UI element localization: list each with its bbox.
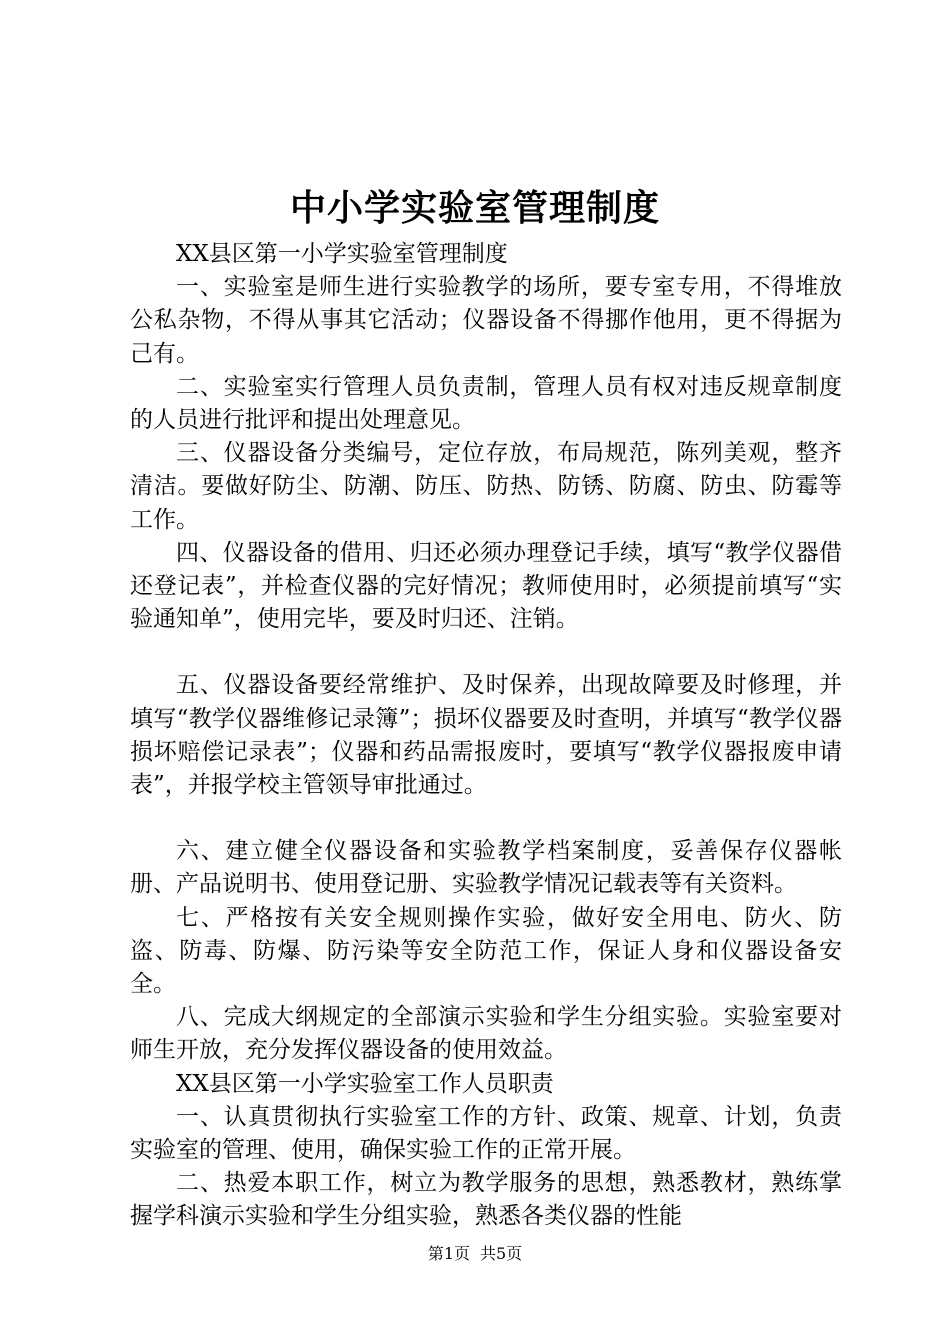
page-total: 共5页 <box>480 1244 523 1263</box>
document-title: 中小学实验室管理制度 <box>289 187 660 229</box>
page-number: 第1页 <box>427 1244 470 1263</box>
paragraph: 一、认真贯彻执行实验室工作的方针、政策、规章、计划，负责实验室的管理、使用，确保实验工作的正常开展。 <box>130 1103 842 1164</box>
paragraph: 三、仪器设备分类编号，定位存放，布局规范，陈列美观，整齐清洁。要做好防尘、防潮、防压、防热、防锈、防腐、防虫、防霉等工作。 <box>130 440 842 533</box>
paragraph: 二、实验室实行管理人员负责制，管理人员有权对违反规章制度的人员进行批评和提出处理意见。 <box>130 373 842 434</box>
paragraph: 八、完成大纲规定的全部演示实验和学生分组实验。实验室要对师生开放，充分发挥仪器设备的使用效益。 <box>130 1004 842 1064</box>
paragraph: 六、建立健全仪器设备和实验教学档案制度，妥善保存仪器帐册、产品说明书、使用登记册、实验教学情况记载表等有关资料。 <box>130 838 842 898</box>
paragraph: 一、实验室是师生进行实验教学的场所，要专室专用，不得堆放公私杂物，不得从事其它活动；仪器设备不得挪作他用，更不得据为己有。 <box>130 274 842 367</box>
paragraph: 五、仪器设备要经常维护、及时保养，出现故障要及时修理，并填写“教学仪器维修记录簿”；损坏仪器要及时查明，并填写“教学仪器损坏赔偿记录表”；仪器和药品需报废时，要填写“教学仪器报废申请表”，并报学校主管领导审批通过。 <box>130 672 842 799</box>
paragraph: XX县区第一小学实验室管理制度 <box>176 241 508 267</box>
paragraph: 四、仪器设备的借用、归还必须办理登记手续，填写“教学仪器借还登记表”，并检查仪器的完好情况；教师使用时，必须提前填写“实验通知单”，使用完毕，要及时归还、注销。 <box>130 539 842 633</box>
paragraph: 二、热爱本职工作，树立为教学服务的思想，熟悉教材，熟练掌握学科演示实验和学生分组实验，熟悉各类仪器的性能 <box>130 1170 842 1230</box>
document-body <box>130 238 842 1234</box>
page-footer <box>0 1243 950 1265</box>
paragraph: XX县区第一小学实验室工作人员职责 <box>176 1070 554 1097</box>
paragraph: 七、严格按有关安全规则操作实验，做好安全用电、防火、防盗、防毒、防爆、防污染等安全防范工作，保证人身和仪器设备安全。 <box>130 904 842 998</box>
